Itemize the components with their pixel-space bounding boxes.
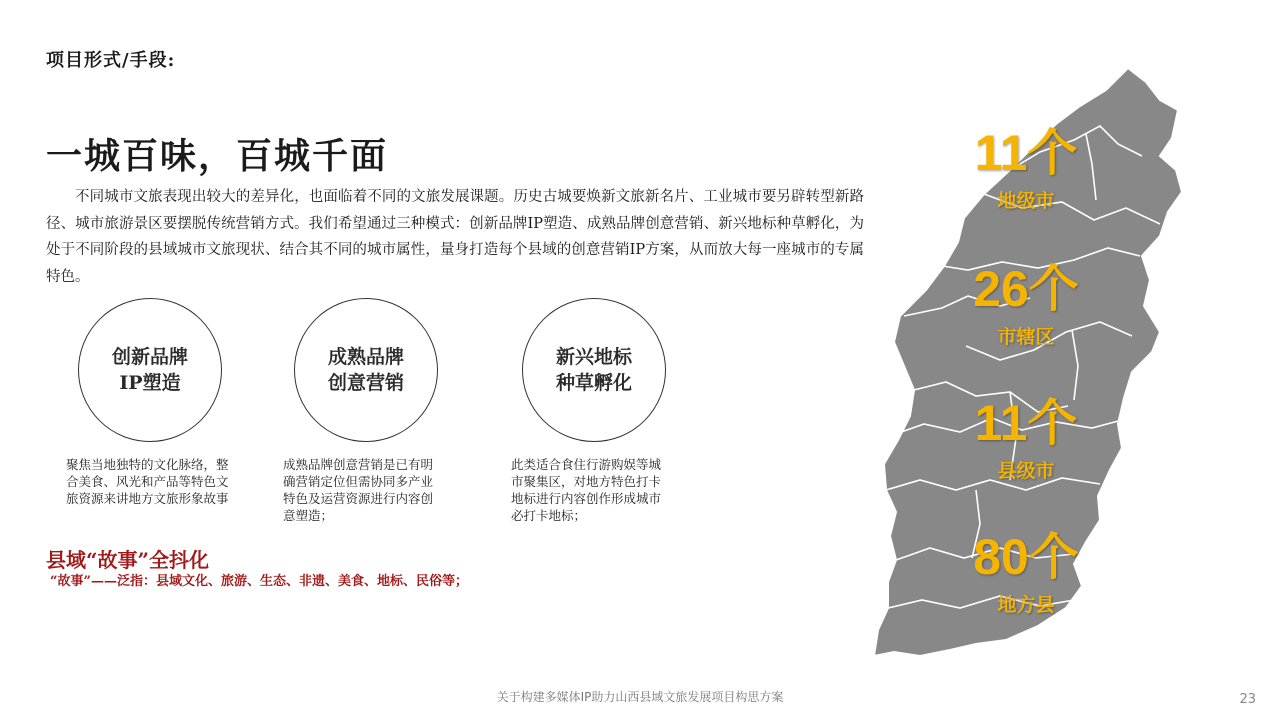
page-number: 23 <box>1239 692 1256 707</box>
footer-title: 关于构建多媒体IP助力山西县域文旅发展项目构思方案 <box>496 690 784 704</box>
mode-title-line1: 成熟品牌 <box>327 346 404 368</box>
stat-number: 11个 <box>974 125 1078 181</box>
story-note: “故事”——泛指：县域文化、旅游、生态、非遗、美食、地标、民俗等； <box>50 574 468 589</box>
mode-description-landmark: 此类适合食住行游购娱等城市聚集区，对地方特色打卡地标进行内容创作形成城市必打卡地标； <box>511 457 662 523</box>
mode-title-line2: 种草孵化 <box>555 372 632 394</box>
mode-circle-landmark <box>522 298 666 442</box>
mode-title-line2: 创意营销 <box>327 372 404 394</box>
stat-number: 26个 <box>973 261 1079 317</box>
mode-circle-ip <box>78 298 222 442</box>
stat-label: 地方县 <box>997 594 1055 616</box>
mode-description-marketing: 成熟品牌创意营销是已有明确营销定位但需协同多产业特色及运营资源进行内容创意塑造； <box>283 457 434 523</box>
stat-label: 地级市 <box>997 190 1055 212</box>
stat-counties <box>956 530 1096 617</box>
mode-title-line1: 创新品牌 <box>111 346 188 368</box>
page-title: 一城百味，百城千面 <box>46 135 389 177</box>
mode-description-ip: 聚焦当地独特的文化脉络，整合美食、风光和产品等特色文旅资源来讲地方文旅形象故事 <box>66 457 229 506</box>
mode-circle-marketing <box>294 298 438 442</box>
stat-prefecture-cities <box>956 126 1096 213</box>
story-title: 县域“故事”全抖化 <box>46 548 210 572</box>
stat-label: 县级市 <box>997 460 1055 482</box>
intro-paragraph: 不同城市文旅表现出较大的差异化，也面临着不同的文旅发展课题。历史古城要焕新文旅新名片、工业城市要另辟转型新路径、城市旅游景区要摆脱传统营销方式。我们希望通过三种模式：创新品牌IP塑造、成熟品牌创意营销、新兴地标种草孵化，为处于不同阶段的县域城市文旅现状、结合其不同的城市属性，量身打造每个县域的创意营销IP方案，从而放大每一座城市的专属特色。 <box>46 189 864 285</box>
section-label: 项目形式/手段: <box>46 50 176 71</box>
mode-title-line1: 新兴地标 <box>555 346 632 368</box>
stat-label: 市辖区 <box>997 326 1055 348</box>
stat-number: 80个 <box>973 529 1079 585</box>
stat-county-cities <box>956 396 1096 483</box>
mode-title-line2: IP塑造 <box>119 372 181 394</box>
stat-districts <box>956 262 1096 349</box>
stat-number: 11个 <box>974 395 1078 451</box>
